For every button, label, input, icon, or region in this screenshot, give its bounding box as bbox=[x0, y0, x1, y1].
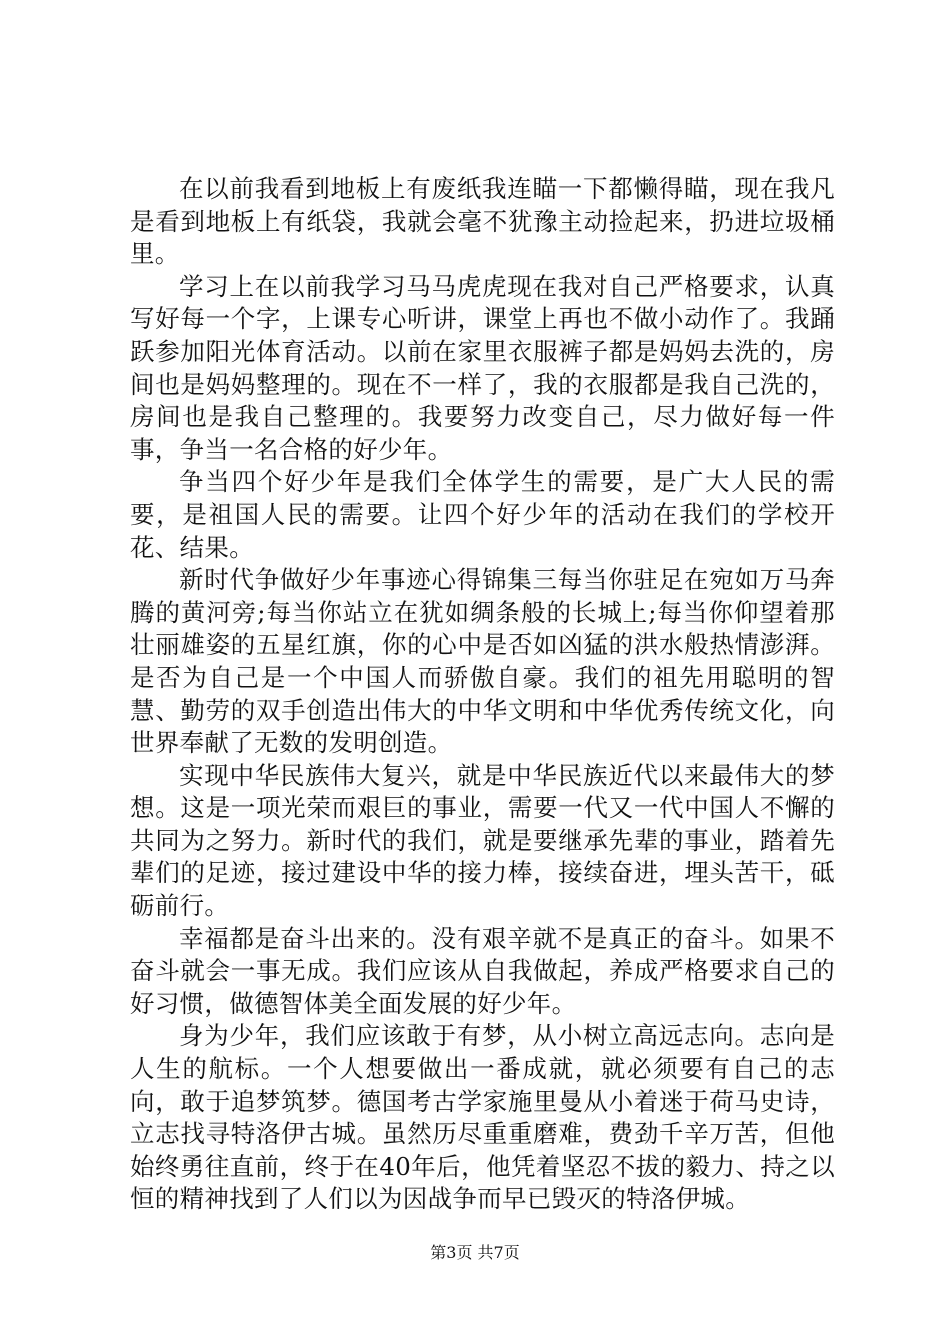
document-body bbox=[130, 173, 835, 1216]
paragraph-7: 身为少年，我们应该敢于有梦，从小树立高远志向。志向是人生的航标。一个人想要做出一番成就，就必须要有自己的志向，敢于追梦筑梦。德国考古学家施里曼从小着迷于荷马史诗，立志找寻特洛伊古城。虽然历尽重重磨难，费劲千辛万苦，但他始终勇往直前，终于在40年后，他凭着坚忍不拔的毅力、持之以恒的精神找到了人们以为因战争而早已毁灭的特洛伊城。 bbox=[130, 1021, 835, 1214]
paragraph-4: 新时代争做好少年事迹心得锦集三每当你驻足在宛如万马奔腾的黄河旁;每当你站立在犹如绸条般的长城上;每当你仰望着那壮丽雄姿的五星红旗，你的心中是否如凶猛的洪水般热情澎湃。是否为自己是一个中国人而骄傲自豪。我们的祖先用聪明的智慧、勤劳的双手创造出伟大的中华文明和中华优秀传统文化，向世界奉献了无数的发明创造。 bbox=[130, 565, 835, 758]
paragraph-5: 实现中华民族伟大复兴，就是中华民族近代以来最伟大的梦想。这是一项光荣而艰巨的事业，需要一代又一代中国人不懈的共同为之努力。新时代的我们，就是要继承先辈的事业，踏着先辈们的足迹，接过建设中华的接力棒，接续奋进，埋头苦干，砥砺前行。 bbox=[130, 760, 835, 921]
paragraph-6: 幸福都是奋斗出来的。没有艰辛就不是真正的奋斗。如果不奋斗就会一事无成。我们应该从自我做起，养成严格要求自己的好习惯，做德智体美全面发展的好少年。 bbox=[130, 923, 835, 1018]
paragraph-3: 争当四个好少年是我们全体学生的需要，是广大人民的需要，是祖国人民的需要。让四个好少年的活动在我们的学校开花、结果。 bbox=[130, 467, 835, 562]
paragraph-1: 在以前我看到地板上有废纸我连瞄一下都懒得瞄，现在我凡是看到地板上有纸袋，我就会毫不犹豫主动捡起来，扔进垃圾桶里。 bbox=[130, 174, 835, 269]
paragraph-2: 学习上在以前我学习马马虎虎现在我对自己严格要求，认真写好每一个字，上课专心听讲，课堂上再也不做小动作了。我踊跃参加阳光体育活动。以前在家里衣服裤子都是妈妈去洗的，房间也是妈妈整理的。现在不一样了，我的衣服都是我自己洗的，房间也是我自己整理的。我要努力改变自己，尽力做好每一件事，争当一名合格的好少年。 bbox=[130, 271, 835, 464]
page-number: 第3页 共7页 bbox=[430, 1243, 520, 1262]
